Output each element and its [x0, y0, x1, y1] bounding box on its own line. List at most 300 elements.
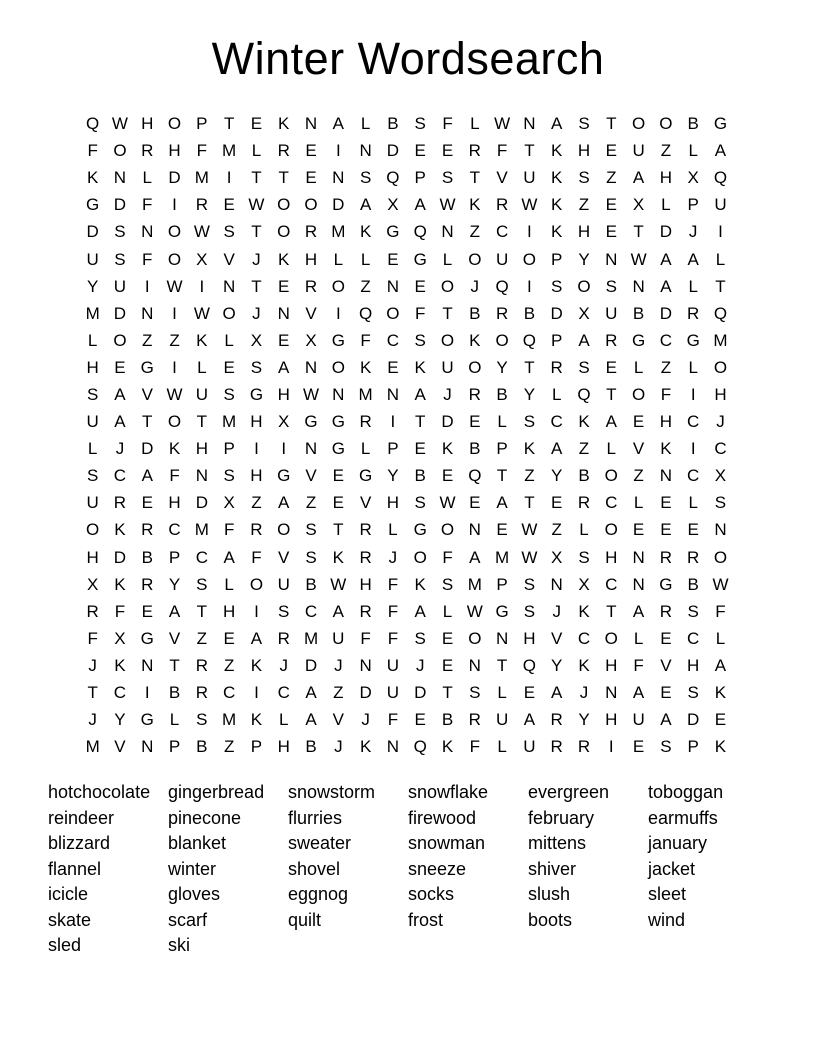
grid-letter: C [304, 601, 318, 621]
grid-letter: M [85, 303, 100, 323]
grid-letter: C [687, 628, 700, 648]
grid-letter: W [303, 384, 320, 404]
grid-letter: A [278, 357, 290, 377]
grid-letter: K [250, 710, 263, 730]
grid-letter: O [713, 357, 728, 377]
grid-letter: J [552, 601, 561, 621]
grid-letter: M [222, 141, 237, 161]
grid-letter: A [551, 683, 563, 703]
grid-letter: A [414, 384, 426, 404]
grid-letter: R [359, 412, 372, 432]
grid-letter: N [141, 222, 154, 242]
grid-letter: X [551, 547, 563, 567]
grid-letter: O [331, 357, 345, 377]
grid-letter: R [250, 520, 263, 540]
grid-letter: O [113, 330, 127, 350]
grid-letter: F [87, 141, 98, 161]
grid-letter: Z [578, 195, 590, 215]
grid-letter: L [633, 628, 644, 648]
grid-letter: M [303, 628, 319, 648]
word-list-item: wind [648, 909, 686, 930]
grid-letter: P [551, 249, 563, 269]
grid-letter: P [168, 547, 181, 567]
grid-letter: E [305, 168, 317, 188]
grid-letter: C [714, 439, 727, 459]
grid-letter: K [359, 357, 372, 377]
grid-letter: O [167, 222, 182, 242]
grid-letter: O [86, 520, 100, 540]
word-list-item: january [648, 833, 708, 853]
grid-letter: G [686, 330, 700, 350]
grid-letter: A [632, 601, 645, 621]
grid-letter: S [578, 357, 590, 377]
grid-letter: H [168, 141, 181, 161]
grid-letter: L [388, 520, 398, 540]
grid-letter: L [442, 249, 453, 269]
grid-letter: I [335, 141, 341, 161]
grid-letter: Y [551, 466, 563, 486]
grid-letter: R [659, 547, 673, 567]
grid-letter: T [524, 493, 535, 513]
grid-letter: X [578, 574, 590, 594]
grid-letter: O [277, 195, 291, 215]
grid-letter: J [688, 222, 698, 242]
grid-letter: G [140, 710, 154, 730]
grid-letter: S [114, 249, 126, 269]
grid-letter: O [113, 141, 127, 161]
grid-letter: N [113, 168, 127, 188]
grid-letter: W [712, 574, 729, 594]
grid-letter: S [578, 114, 590, 134]
grid-letter: J [88, 655, 97, 675]
grid-letter: B [441, 710, 454, 730]
grid-letter: I [254, 439, 259, 459]
grid-letter: R [687, 303, 700, 323]
grid-letter: X [250, 330, 263, 350]
word-list-item: hotchocolate [48, 782, 151, 802]
word-list-column [528, 780, 648, 959]
grid-letter: X [114, 628, 126, 648]
grid-letter: E [605, 222, 617, 242]
grid-letter: F [142, 195, 153, 215]
word-list-item: toboggan [648, 782, 724, 802]
grid-letter: R [550, 737, 563, 757]
grid-letter: L [633, 493, 644, 513]
grid-letter: O [659, 114, 673, 134]
word-list-item: earmuffs [648, 807, 718, 828]
grid-letter: H [277, 384, 290, 404]
grid-letter: E [660, 683, 672, 703]
grid-letter: L [661, 195, 671, 215]
grid-letter: U [195, 384, 208, 404]
grid-letter: L [688, 493, 698, 513]
grid-letter: H [659, 412, 673, 432]
word-list-item: winter [168, 858, 217, 879]
grid-letter: U [523, 737, 536, 757]
grid-letter: O [604, 520, 618, 540]
grid-letter: Y [168, 574, 181, 594]
grid-letter: R [86, 601, 99, 621]
grid-letter: V [305, 303, 317, 323]
grid-letter: M [194, 520, 209, 540]
grid-letter: H [195, 439, 208, 459]
grid-letter: O [413, 547, 427, 567]
grid-letter: T [142, 412, 153, 432]
grid-letter: O [604, 466, 618, 486]
grid-letter: X [687, 168, 699, 188]
grid-letter: U [523, 168, 536, 188]
grid-letter: R [195, 683, 208, 703]
grid-letter: N [632, 547, 645, 567]
word-list [48, 780, 768, 959]
grid-letter: O [495, 330, 509, 350]
grid-letter: S [86, 384, 99, 404]
grid-letter: N [386, 737, 400, 757]
grid-letter: A [278, 493, 290, 513]
grid-letter: E [414, 439, 426, 459]
grid-letter: T [715, 276, 726, 296]
grid-letter: Z [142, 330, 153, 350]
grid-letter: Z [305, 493, 317, 513]
grid-letter: H [86, 547, 99, 567]
grid-letter: A [332, 601, 344, 621]
grid-letter: E [605, 357, 617, 377]
grid-letter: M [331, 222, 346, 242]
grid-letter: A [168, 601, 181, 621]
grid-letter: M [467, 574, 482, 594]
grid-letter: E [114, 357, 126, 377]
grid-letter: B [414, 466, 426, 486]
grid-letter: I [608, 737, 614, 757]
grid-letter: U [332, 628, 345, 648]
grid-letter: B [305, 574, 317, 594]
grid-letter: R [659, 601, 673, 621]
grid-letter: H [250, 466, 263, 486]
grid-letter: E [660, 493, 672, 513]
grid-letter: S [196, 574, 208, 594]
grid-letter: N [495, 628, 509, 648]
grid-letter: B [196, 737, 208, 757]
grid-letter: L [633, 357, 644, 377]
grid-letter: H [386, 493, 400, 513]
grid-letter: Q [713, 168, 728, 188]
grid-letter: K [359, 222, 372, 242]
grid-letter: I [144, 276, 150, 296]
grid-letter: A [141, 466, 153, 486]
word-list-column [288, 780, 408, 959]
word-list-item: shovel [288, 858, 341, 879]
grid-letter: I [335, 303, 341, 323]
grid-letter: F [142, 249, 153, 269]
grid-letter: T [496, 655, 508, 675]
grid-letter: A [660, 710, 672, 730]
grid-letter: Z [223, 655, 235, 675]
grid-letter: Q [86, 114, 100, 134]
grid-letter: L [497, 412, 507, 432]
grid-letter: K [551, 141, 563, 161]
grid-letter: E [305, 141, 317, 161]
grid-letter: P [496, 439, 508, 459]
grid-letter: Z [251, 493, 262, 513]
grid-letter: L [688, 357, 698, 377]
grid-letter: H [86, 357, 99, 377]
grid-letter: B [687, 574, 699, 594]
grid-letter: E [441, 141, 454, 161]
grid-letter: R [605, 330, 618, 350]
grid-letter: E [387, 249, 399, 269]
grid-letter: P [551, 330, 563, 350]
grid-letter: T [496, 466, 508, 486]
grid-letter: D [659, 303, 673, 323]
grid-letter: O [468, 249, 482, 269]
grid-letter: S [223, 466, 235, 486]
grid-letter: Z [169, 330, 180, 350]
grid-letter: K [114, 520, 126, 540]
grid-letter: D [687, 710, 700, 730]
grid-letter: N [468, 655, 481, 675]
grid-letter: N [468, 520, 481, 540]
grid-letter: L [333, 249, 344, 269]
grid-letter: P [223, 439, 235, 459]
grid-letter: U [605, 303, 618, 323]
grid-letter: I [226, 168, 232, 188]
grid-letter: C [277, 683, 290, 703]
grid-letter: H [605, 655, 618, 675]
word-list-column [648, 780, 768, 959]
grid-letter: P [250, 737, 263, 757]
word-list-item: eggnog [288, 884, 349, 904]
grid-letter: W [193, 303, 210, 323]
grid-letter: M [495, 547, 510, 567]
grid-letter: A [551, 439, 563, 459]
grid-letter: P [496, 574, 508, 594]
word-list-item: icicle [48, 884, 89, 904]
grid-letter: N [605, 249, 618, 269]
grid-letter: W [166, 384, 183, 404]
grid-letter: A [469, 547, 481, 567]
grid-letter: C [605, 493, 618, 513]
grid-letter: K [414, 357, 426, 377]
grid-letter: H [605, 710, 618, 730]
grid-letter: Q [577, 384, 591, 404]
grid-letter: K [523, 439, 536, 459]
grid-letter: G [713, 114, 728, 134]
grid-letter: N [659, 466, 673, 486]
grid-letter: H [250, 412, 263, 432]
grid-letter: Q [413, 737, 427, 757]
grid-letter: M [713, 330, 728, 350]
grid-letter: M [222, 710, 237, 730]
grid-letter: T [251, 222, 262, 242]
grid-letter: W [330, 574, 347, 594]
grid-letter: A [332, 114, 344, 134]
grid-letter: H [523, 628, 536, 648]
grid-letter: Y [578, 249, 590, 269]
grid-letter: G [495, 601, 509, 621]
grid-letter: R [113, 493, 127, 513]
grid-letter: N [195, 466, 208, 486]
grid-letter: Z [524, 466, 535, 486]
grid-letter: Y [578, 710, 590, 730]
grid-letter: K [551, 195, 563, 215]
grid-letter: A [578, 330, 590, 350]
grid-letter: G [659, 574, 673, 594]
grid-letter: H [222, 601, 236, 621]
grid-letter: F [415, 303, 426, 323]
grid-letter: F [360, 330, 371, 350]
grid-letter: D [113, 547, 127, 567]
word-list-item: february [528, 807, 595, 828]
grid-letter: O [277, 520, 291, 540]
grid-letter: N [632, 276, 645, 296]
grid-letter: N [632, 574, 645, 594]
grid-letter: R [359, 601, 372, 621]
grid-letter: S [687, 683, 699, 703]
grid-letter: G [140, 357, 154, 377]
grid-letter: U [441, 357, 454, 377]
grid-letter: R [468, 384, 481, 404]
grid-letter: K [551, 168, 563, 188]
grid-letter: E [660, 520, 672, 540]
grid-letter: A [632, 683, 645, 703]
grid-letter: S [441, 574, 454, 594]
grid-letter: G [386, 222, 400, 242]
grid-letter: A [551, 114, 563, 134]
grid-letter: L [87, 330, 98, 350]
grid-letter: N [714, 520, 727, 540]
grid-letter: S [414, 493, 426, 513]
grid-letter: Z [469, 222, 480, 242]
grid-letter: J [579, 683, 589, 703]
grid-letter: G [140, 628, 154, 648]
grid-letter: N [304, 114, 318, 134]
grid-letter: B [305, 737, 317, 757]
grid-letter: K [332, 547, 344, 567]
grid-letter: E [660, 628, 672, 648]
grid-letter: I [254, 683, 259, 703]
grid-letter: F [387, 628, 399, 648]
grid-letter: E [632, 412, 645, 432]
grid-letter: S [714, 493, 727, 513]
grid-letter: K [114, 574, 126, 594]
grid-letter: L [197, 357, 207, 377]
grid-letter: L [251, 141, 262, 161]
grid-letter: R [687, 547, 700, 567]
grid-letter: T [251, 168, 262, 188]
grid-letter: N [386, 384, 400, 404]
grid-letter: F [114, 601, 126, 621]
grid-letter: E [414, 710, 426, 730]
grid-letter: A [250, 628, 263, 648]
grid-letter: J [415, 655, 425, 675]
grid-letter: E [332, 493, 344, 513]
grid-letter: F [87, 628, 98, 648]
word-list-item: blanket [168, 833, 227, 853]
grid-letter: Z [333, 683, 344, 703]
grid-letter: E [223, 195, 235, 215]
grid-letter: D [86, 222, 99, 242]
grid-letter: Z [196, 628, 208, 648]
grid-letter: W [521, 520, 538, 540]
grid-letter: N [386, 276, 400, 296]
page-title: Winter Wordsearch [211, 33, 605, 84]
grid-letter: B [632, 303, 645, 323]
grid-letter: S [469, 683, 481, 703]
grid-letter: K [114, 655, 126, 675]
grid-letter: E [441, 655, 454, 675]
grid-letter: Z [633, 466, 644, 486]
grid-letter: D [332, 195, 345, 215]
grid-letter: B [523, 303, 536, 323]
grid-letter: Q [413, 222, 427, 242]
grid-letter: J [279, 655, 288, 675]
grid-letter: T [442, 303, 453, 323]
grid-letter: V [632, 439, 645, 459]
grid-letter: U [86, 412, 99, 432]
grid-letter: A [660, 249, 672, 269]
grid-letter: R [550, 710, 563, 730]
grid-letter: A [660, 276, 672, 296]
grid-letter: S [523, 412, 536, 432]
grid-letter: F [442, 547, 453, 567]
grid-letter: O [249, 574, 264, 594]
grid-letter: J [252, 249, 261, 269]
grid-letter: E [687, 520, 699, 540]
grid-letter: D [550, 303, 563, 323]
grid-letter: R [141, 574, 154, 594]
grid-letter: B [469, 439, 481, 459]
grid-letter: R [495, 195, 509, 215]
grid-letter: V [141, 384, 153, 404]
grid-letter: T [196, 412, 208, 432]
grid-letter: L [551, 384, 562, 404]
word-list-item: gloves [168, 884, 221, 904]
grid-letter: T [606, 601, 617, 621]
grid-letter: I [390, 412, 396, 432]
grid-letter: G [413, 249, 427, 269]
grid-letter: L [169, 710, 180, 730]
grid-letter: I [527, 222, 532, 242]
grid-letter: I [199, 276, 205, 296]
grid-letter: L [360, 249, 371, 269]
grid-letter: C [195, 547, 208, 567]
grid-letter: I [254, 601, 259, 621]
grid-letter: K [441, 737, 454, 757]
grid-letter: K [469, 195, 481, 215]
grid-letter: X [196, 249, 208, 269]
grid-letter: C [550, 412, 563, 432]
grid-letter: K [86, 168, 99, 188]
grid-letter: H [277, 737, 290, 757]
grid-letter: A [632, 168, 645, 188]
grid-letter: I [144, 683, 150, 703]
grid-letter: E [605, 141, 617, 161]
grid-letter: A [414, 601, 426, 621]
grid-letter: L [579, 520, 589, 540]
grid-letter: U [495, 710, 509, 730]
grid-letter: X [223, 493, 235, 513]
grid-letter: R [359, 547, 372, 567]
grid-letter: X [632, 195, 645, 215]
grid-letter: H [714, 384, 727, 404]
grid-letter: S [523, 601, 536, 621]
grid-letter: N [304, 439, 318, 459]
grid-letter: G [413, 520, 427, 540]
grid-letter: A [359, 195, 372, 215]
word-list-item: jacket [648, 858, 696, 879]
grid-letter: V [660, 655, 672, 675]
grid-letter: C [687, 412, 700, 432]
